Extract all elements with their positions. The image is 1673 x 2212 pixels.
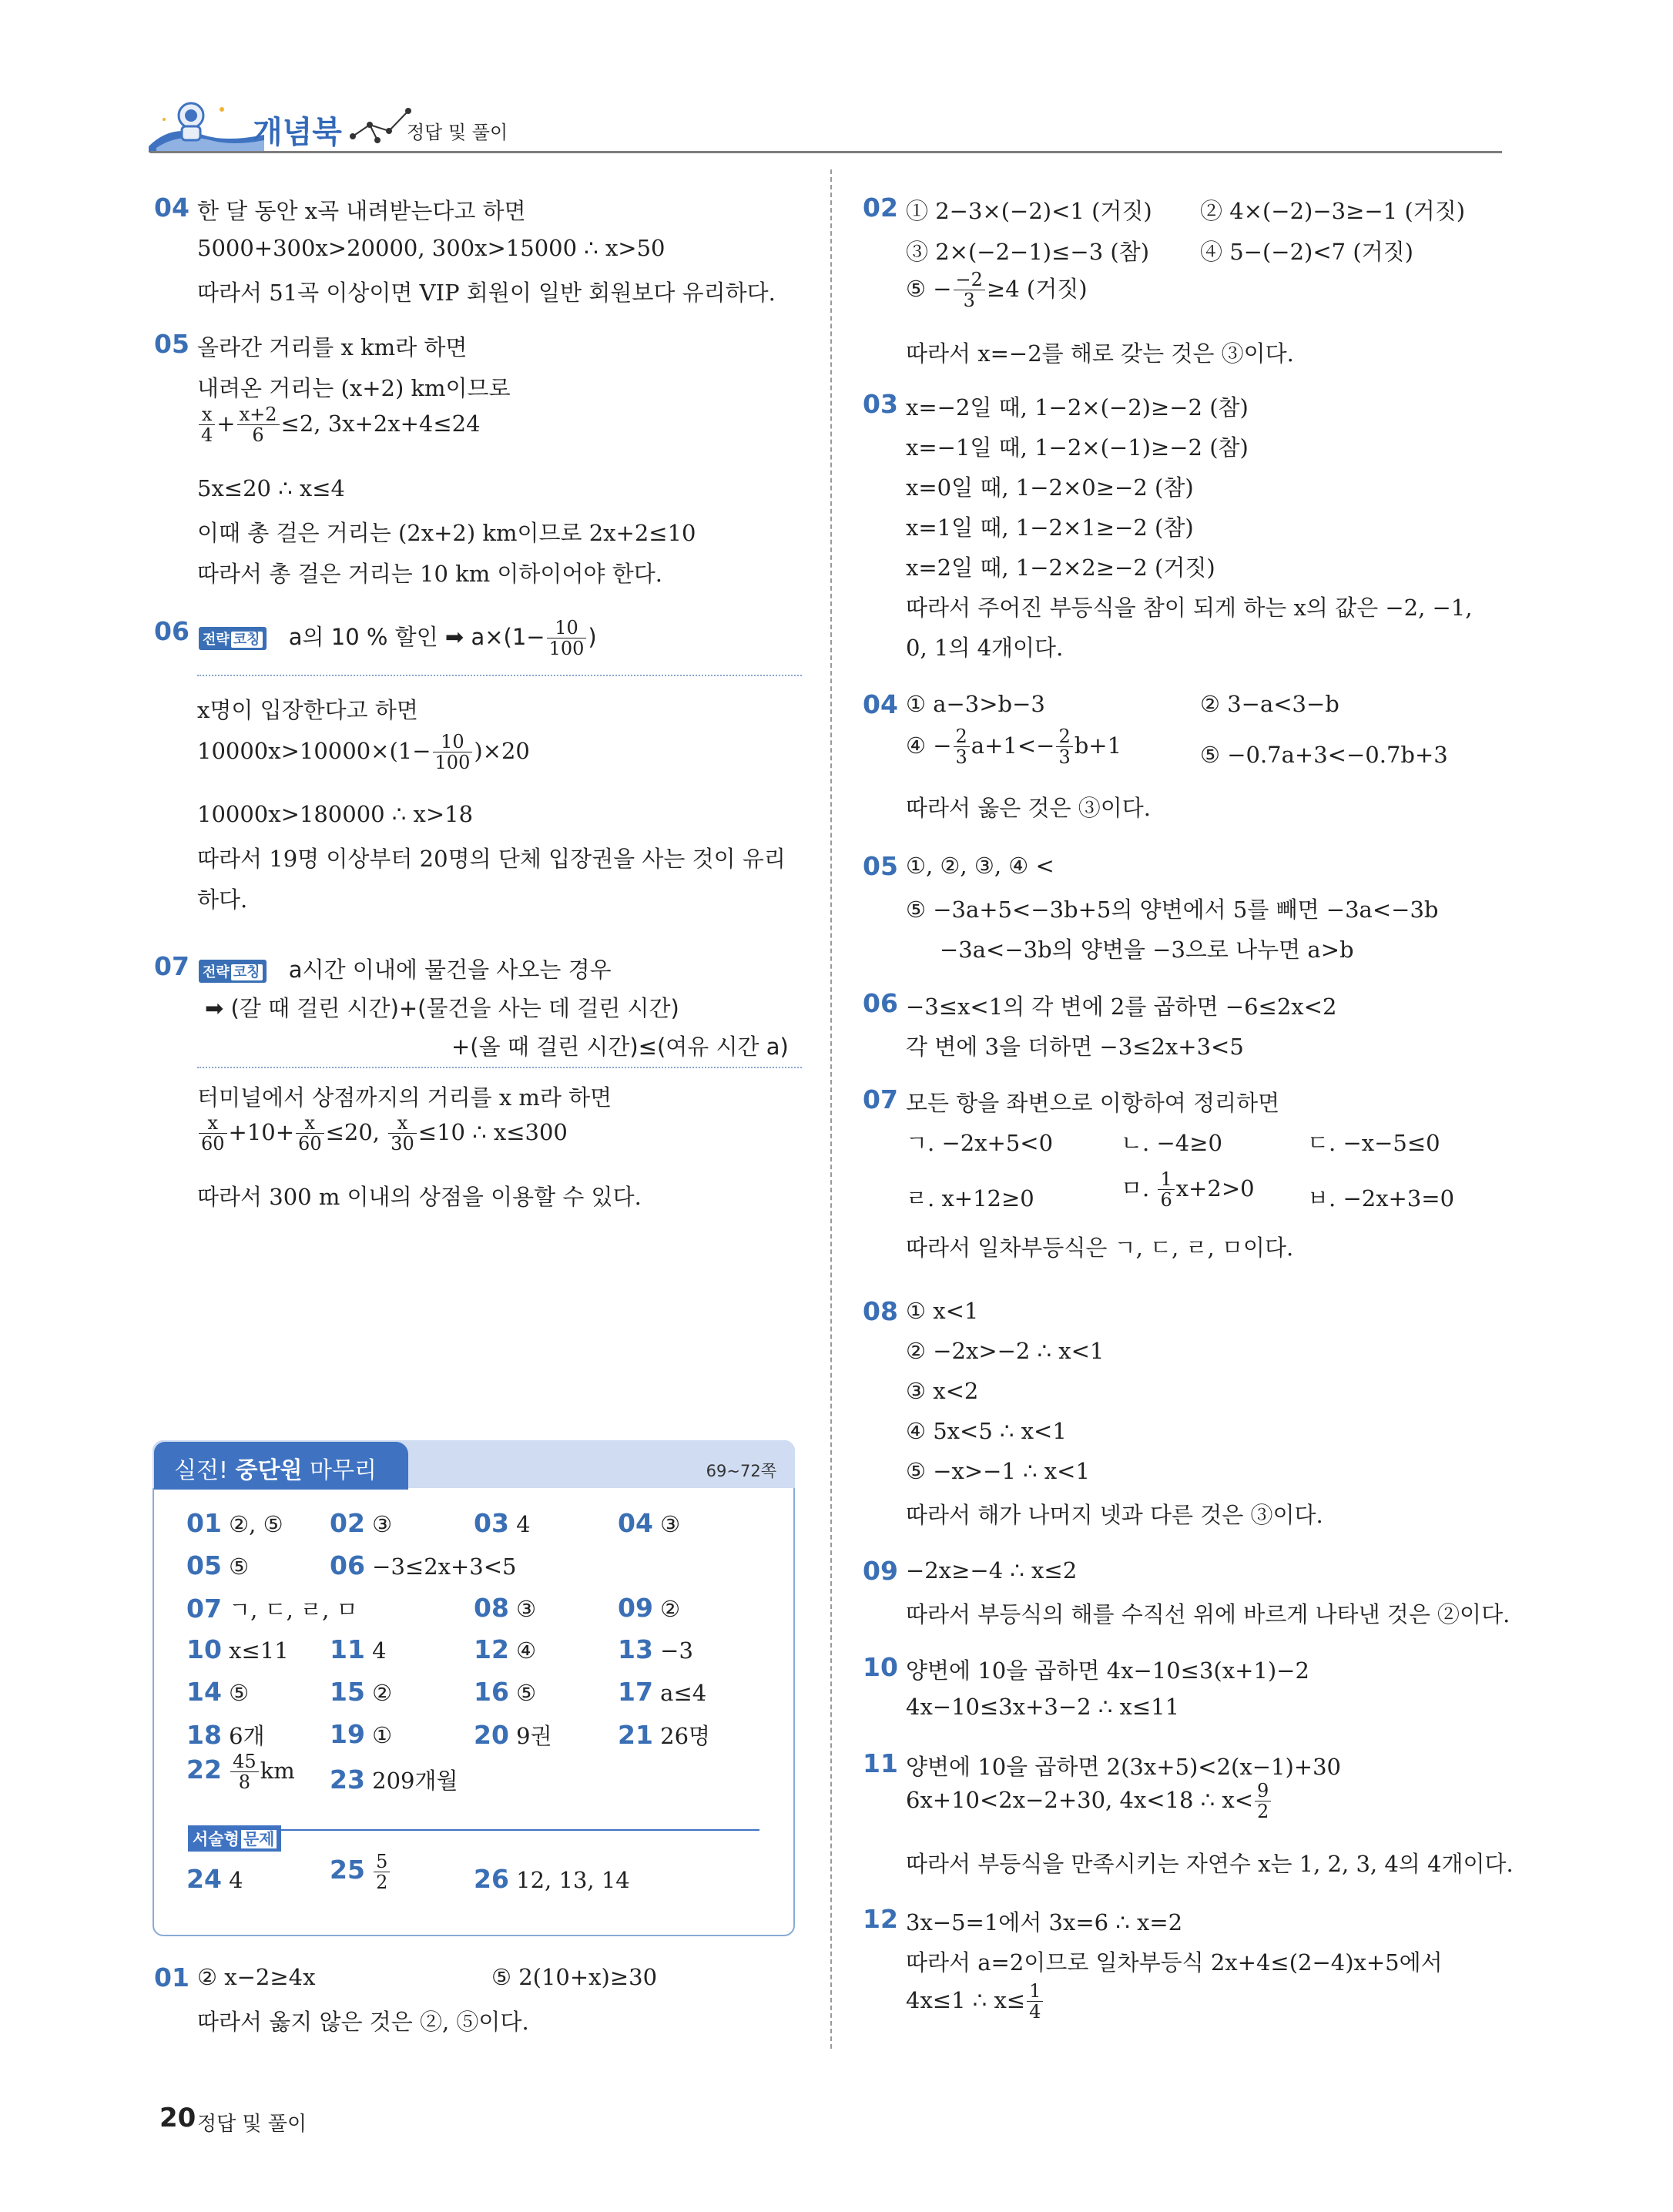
solution-line: ⑤ −x>−1 ∴ x<1	[906, 1458, 1090, 1484]
answer-number: 04	[618, 1508, 653, 1538]
answer-value: a≤4	[660, 1680, 707, 1706]
answer-item	[474, 1593, 536, 1623]
header-rule	[150, 151, 1502, 153]
fraction: $\frac{x}{60}$	[199, 1113, 227, 1155]
answer-item	[330, 1634, 387, 1664]
fraction: $\frac{x}{4}$	[199, 404, 215, 446]
solution-line: −2x≥−4 ∴ x≤2	[906, 1557, 1078, 1584]
strategy-coaching-tag: 전략 코칭	[199, 960, 267, 983]
answer-item	[618, 1508, 680, 1538]
answer-value: −3≤2x+3<5	[372, 1553, 517, 1580]
fraction: $\frac{10}{100}$	[547, 618, 587, 659]
fraction: $\frac{x}{30}$	[388, 1113, 417, 1155]
tip-divider	[197, 675, 802, 676]
problem-number: 11	[863, 1748, 898, 1778]
answer-number: 18	[186, 1720, 222, 1750]
solution-line: ② x−2≥4x	[197, 1964, 316, 1990]
solution-line: 10000x>180000 ∴ x>18	[197, 801, 474, 827]
answer-item	[330, 1852, 391, 1893]
solution-line: x=1일 때, 1−2×1≥−2 (참)	[906, 514, 1194, 541]
solution-line: 하다.	[197, 886, 248, 913]
problem-number: 07	[154, 951, 189, 981]
column-divider	[830, 169, 832, 2049]
option-e: ㅁ. $\frac{1}{6}$ x+2>0	[1121, 1168, 1255, 1212]
solution-line: 따라서 해가 나머지 넷과 다른 것은 ③이다.	[906, 1502, 1323, 1528]
answer-value: ③	[516, 1596, 537, 1622]
strategy-tip-line: ➡ (갈 때 걸린 시간)+(물건을 사는 데 걸린 시간)	[205, 995, 679, 1021]
fraction: $\frac{5}{2}$	[374, 1852, 390, 1893]
option-d: ㄹ. x+12≥0	[906, 1185, 1034, 1212]
answer-item	[330, 1677, 392, 1707]
answer-value: ③	[372, 1511, 393, 1537]
answer-item	[330, 1550, 517, 1580]
answer-number: 06	[330, 1550, 365, 1580]
answer-value: 12, 13, 14	[516, 1867, 630, 1893]
answer-item	[186, 1508, 283, 1538]
solution-line: 10000x>10000×(1− $\frac{10}{100}$ )×20	[197, 731, 530, 774]
answer-item	[186, 1864, 243, 1894]
answer-item	[186, 1751, 295, 1793]
solution-line: ⑤ 2(10+x)≥30	[491, 1964, 658, 1990]
answer-value: 6개	[229, 1723, 265, 1749]
solution-line: 터미널에서 상점까지의 거리를 x m라 하면	[197, 1084, 612, 1111]
solution-line: 3x−5=1에서 3x=6 ∴ x=2	[906, 1909, 1183, 1936]
solution-line: ⑤ −3a+5<−3b+5의 양변에서 5를 빼면 −3a<−3b	[906, 897, 1439, 923]
answer-item	[330, 1719, 392, 1749]
answer-value: ③	[660, 1511, 681, 1537]
solution-line: 따라서 옳지 않은 것은 ②, ⑤이다.	[197, 2009, 529, 2035]
section-title: 정답 및 풀이	[407, 122, 508, 143]
problem-number: 01	[154, 1962, 189, 1992]
solution-line: ③ x<2	[906, 1378, 979, 1404]
answer-value: ㄱ, ㄷ, ㄹ, ㅁ	[229, 1597, 358, 1623]
strategy-tip: 전략 코칭 a의 10 % 할인 ➡ a×(1− $\frac{10}{100}$ )	[199, 618, 597, 659]
answer-item	[618, 1677, 706, 1707]
solution-line: x=−2일 때, 1−2×(−2)≥−2 (참)	[906, 394, 1249, 421]
fraction: $\frac{1}{4}$	[1027, 1981, 1043, 2023]
answer-number: 15	[330, 1677, 365, 1707]
essay-section-tag: 서술형 문제	[188, 1825, 281, 1852]
problem-number: 08	[863, 1296, 898, 1326]
answer-number: 20	[474, 1720, 509, 1750]
answer-value: ⑤	[229, 1553, 250, 1580]
answer-number: 22	[186, 1754, 222, 1785]
solution-line: 5x≤20 ∴ x≤4	[197, 475, 345, 501]
solution-line: 양변에 10을 곱하면 2(3x+5)<2(x−1)+30	[906, 1754, 1341, 1780]
answer-value: km	[260, 1757, 295, 1784]
answer-value: 209개월	[372, 1768, 458, 1794]
answer-item	[330, 1508, 392, 1538]
answer-value: ②	[660, 1596, 681, 1622]
fraction: $\frac{1}{6}$	[1158, 1169, 1174, 1211]
answer-item	[618, 1634, 693, 1664]
option-c: ㄷ. −x−5≤0	[1307, 1130, 1440, 1156]
answer-value: 4	[229, 1867, 243, 1893]
answer-number: 23	[330, 1765, 365, 1795]
solution-line: ①, ②, ③, ④ <	[906, 853, 1054, 879]
solution-line: 따라서 주어진 부등식을 참이 되게 하는 x의 값은 −2, −1,	[906, 595, 1473, 621]
solution-line: 따라서 일차부등식은 ㄱ, ㄷ, ㄹ, ㅁ이다.	[906, 1235, 1294, 1261]
answer-number: 16	[474, 1677, 509, 1707]
problem-number: 04	[863, 689, 898, 719]
answer-item	[186, 1593, 358, 1624]
answer-number: 02	[330, 1508, 365, 1538]
problem-number: 05	[154, 329, 189, 359]
answer-value: 4	[516, 1511, 531, 1537]
answer-number: 17	[618, 1677, 653, 1707]
answer-number: 09	[618, 1593, 653, 1623]
answer-number: 07	[186, 1594, 222, 1624]
solution-line: 따라서 부등식의 해를 수직선 위에 바르게 나타낸 것은 ②이다.	[906, 1601, 1510, 1627]
problem-number: 05	[863, 851, 898, 881]
problem-number: 12	[863, 1904, 898, 1934]
page-range: 69~72쪽	[706, 1462, 776, 1480]
solution-line: 5000+300x>20000, 300x>15000 ∴ x>50	[197, 235, 666, 261]
answer-item	[618, 1593, 680, 1623]
chapter-review-answers	[153, 1440, 795, 1936]
solution-line: 따라서 x=−2를 해로 갖는 것은 ③이다.	[906, 340, 1294, 367]
page-number: 20	[159, 2103, 196, 2133]
solution-line: ② 3−a<3−b	[1200, 691, 1339, 717]
solution-line: ② −2x>−2 ∴ x<1	[906, 1338, 1105, 1364]
fraction: $\frac{45}{8}$	[230, 1751, 259, 1793]
answer-value: ⑤	[516, 1680, 537, 1706]
answer-item	[186, 1677, 249, 1707]
solution-line: 따라서 부등식을 만족시키는 자연수 x는 1, 2, 3, 4의 4개이다.	[906, 1851, 1514, 1877]
answer-number: 14	[186, 1677, 222, 1707]
answer-number: 19	[330, 1719, 365, 1749]
answer-value: ④	[516, 1637, 537, 1664]
problem-number: 04	[154, 193, 189, 223]
fraction: $\frac{2}{3}$	[954, 726, 970, 768]
answer-value: ①	[372, 1722, 393, 1748]
solution-line: 올라간 거리를 x km라 하면	[197, 334, 468, 360]
solution-line: 양변에 10을 곱하면 4x−10≤3(x+1)−2	[906, 1657, 1309, 1684]
solution-line: 한 달 동안 x곡 내려받는다고 하면	[197, 198, 526, 224]
book-title: 개념북	[253, 115, 342, 150]
solution-line: 따라서 a=2이므로 일차부등식 2x+4≤(2−4)x+5에서	[906, 1949, 1443, 1976]
answer-number: 05	[186, 1550, 222, 1580]
problem-number: 07	[863, 1084, 898, 1114]
solution-line: 따라서 옳은 것은 ③이다.	[906, 795, 1151, 821]
solution-line: $\frac{x}{60}$ +10+ $\frac{x}{60}$ ≤20, $\frac{x}{30}$ ≤10 ∴ x≤300	[197, 1113, 568, 1155]
answer-item	[186, 1550, 249, 1580]
solution-line: ④ 5−(−2)<7 (거짓)	[1200, 239, 1413, 265]
solution-line: x=−1일 때, 1−2×(−1)≥−2 (참)	[906, 434, 1249, 461]
answer-item	[474, 1677, 536, 1707]
answer-number: 26	[474, 1864, 509, 1894]
answer-item	[186, 1634, 289, 1664]
problem-number: 02	[863, 193, 898, 223]
answer-number: 12	[474, 1634, 509, 1664]
answer-item	[474, 1719, 552, 1751]
answer-number: 01	[186, 1508, 222, 1538]
solution-line: ③ 2×(−2−1)≤−3 (참)	[906, 239, 1150, 265]
answer-item	[618, 1719, 710, 1751]
answer-number: 21	[618, 1720, 653, 1750]
solution-line: 각 변에 3을 더하면 −3≤2x+3<5	[906, 1034, 1244, 1060]
solution-line: x=0일 때, 1−2×0≥−2 (참)	[906, 474, 1194, 501]
problem-number: 06	[863, 988, 898, 1018]
problem-number: 10	[863, 1652, 898, 1682]
answer-value: ⑤	[229, 1680, 250, 1706]
solution-line: ② 4×(−2)−3≥−1 (거짓)	[1200, 198, 1466, 224]
solution-line: ④ − $\frac{2}{3}$ a+1<− $\frac{2}{3}$ b+1	[906, 726, 1122, 769]
solution-line: 내려온 거리는 (x+2) km이므로	[197, 375, 511, 401]
fraction: $\frac{10}{100}$	[433, 732, 473, 773]
answer-value: ②	[372, 1680, 393, 1706]
option-a: ㄱ. −2x+5<0	[906, 1130, 1054, 1156]
strategy-tip: 전략 코칭 a시간 이내에 물건을 사오는 경우	[199, 953, 612, 984]
answer-number: 10	[186, 1634, 222, 1664]
solution-line: 따라서 19명 이상부터 20명의 단체 입장권을 사는 것이 유리	[197, 846, 786, 872]
solution-line: ① a−3>b−3	[906, 691, 1045, 717]
answer-value: x≤11	[229, 1637, 289, 1664]
fraction: $\frac{2}{3}$	[1056, 726, 1072, 768]
solution-line: −3a<−3b의 양변을 −3으로 나누면 a>b	[940, 937, 1354, 963]
answer-value: ②, ⑤	[229, 1511, 283, 1537]
answer-item	[474, 1864, 630, 1894]
solution-line: 따라서 총 걸은 거리는 10 km 이하이어야 한다.	[197, 561, 662, 587]
answer-number: 24	[186, 1864, 222, 1894]
solution-line: ⑤ − $\frac{-2}{3}$ ≥4 (거짓)	[906, 269, 1088, 312]
solution-line: x=2일 때, 1−2×2≥−2 (거짓)	[906, 555, 1215, 581]
solution-line: x명이 입장한다고 하면	[197, 697, 418, 723]
fraction: $\frac{-2}{3}$	[954, 270, 985, 311]
solution-line: 따라서 51곡 이상이면 VIP 회원이 일반 회원보다 유리하다.	[197, 280, 776, 306]
solution-line: ① x<1	[906, 1298, 979, 1324]
fraction: $\frac{9}{2}$	[1255, 1781, 1271, 1822]
problem-number: 06	[154, 616, 189, 646]
fraction: $\frac{x+2}{6}$	[237, 404, 280, 446]
problem-number: 09	[863, 1556, 898, 1586]
solution-line: 4x−10≤3x+3−2 ∴ x≤11	[906, 1694, 1180, 1720]
strategy-tip-line: +(올 때 걸린 시간)≤(여유 시간 a)	[451, 1034, 789, 1060]
answer-item	[474, 1508, 531, 1538]
strategy-coaching-tag: 전략 코칭	[199, 627, 267, 650]
answer-value: 9권	[516, 1723, 552, 1749]
solution-line: 4x≤1 ∴ x≤ $\frac{1}{4}$	[906, 1981, 1044, 2023]
answer-value: 26명	[660, 1723, 711, 1749]
solution-line: −3≤x<1의 각 변에 2를 곱하면 −6≤2x<2	[906, 994, 1337, 1020]
summary-title: 실전! 중단원 마무리	[174, 1457, 377, 1484]
answer-number: 13	[618, 1634, 653, 1664]
footer-label: 정답 및 풀이	[197, 2113, 307, 2136]
answer-item	[474, 1634, 536, 1664]
answer-item	[330, 1764, 458, 1795]
solution-line: ④ 5x<5 ∴ x<1	[906, 1418, 1067, 1444]
answer-number: 11	[330, 1634, 365, 1664]
solution-line: 0, 1의 4개이다.	[906, 635, 1064, 661]
problem-number: 03	[863, 389, 898, 419]
option-b: ㄴ. −4≥0	[1121, 1130, 1222, 1156]
answer-number: 08	[474, 1593, 509, 1623]
answer-number: 03	[474, 1508, 509, 1538]
tip-divider	[197, 1067, 802, 1068]
answer-item	[186, 1719, 265, 1751]
solution-line: 이때 총 걸은 거리는 (2x+2) km이므로 2x+2≤10	[197, 520, 696, 546]
fraction: $\frac{x}{60}$	[296, 1113, 324, 1155]
solution-line: 따라서 300 m 이내의 상점을 이용할 수 있다.	[197, 1184, 642, 1210]
solution-line: ① 2−3×(−2)<1 (거짓)	[906, 198, 1152, 224]
astronaut-logo-icon	[149, 92, 264, 152]
answer-value: −3	[660, 1637, 693, 1664]
answer-number: 25	[330, 1854, 365, 1885]
solution-line: $\frac{x}{4}$ + $\frac{x+2}{6}$ ≤2, 3x+2x+4≤24	[197, 404, 481, 446]
solution-line: ⑤ −0.7a+3<−0.7b+3	[1200, 742, 1448, 768]
solution-line: 모든 항을 좌변으로 이항하여 정리하면	[906, 1090, 1280, 1116]
option-f: ㅂ. −2x+3=0	[1307, 1185, 1455, 1212]
answer-value: 4	[372, 1637, 387, 1664]
summary-tab	[154, 1442, 408, 1490]
solution-line: 6x+10<2x−2+30, 4x<18 ∴ x< $\frac{9}{2}$	[906, 1781, 1272, 1822]
